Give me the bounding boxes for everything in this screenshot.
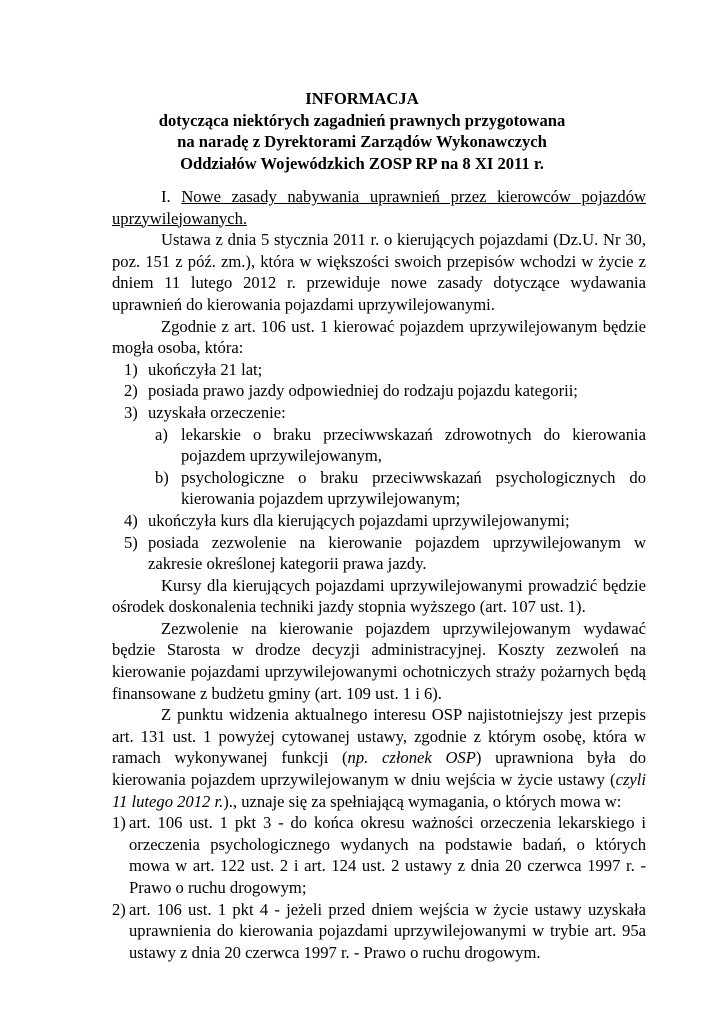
requirement-item <box>112 359 646 381</box>
section-heading-text: Nowe zasady nabywania uprawnień przez kierowców pojazdów uprzywilejowanych. <box>112 187 646 228</box>
paragraph-5-italic-2: czyli 11 lutego 2012 r. <box>112 770 646 811</box>
article-text: art. 106 ust. 1 pkt 3 - do końca okresu ważności orzeczenia lekarskiego i orzeczenia psychologicznego wydanych na podstawie badań, o których mowa w art. 122 ust. 2 i art. 124 ust. 2 ustawy z dnia 20 czerwca 1997 r. - Prawo o ruchu drogowym; <box>129 813 646 897</box>
paragraph-1: Ustawa z dnia 5 stycznia 2011 r. o kierujących pojazdami (Dz.U. Nr 30, poz. 151 z póź. zm.), która w większości swoich przepisów wchodzi w życie z dniem 11 lutego 2012 r. przewiduje nowe zasady dotyczące wydawania uprawnień do kierowania pojazdami uprzywilejowanymi. <box>112 230 646 314</box>
article-label: 1) <box>112 813 126 833</box>
requirement-label: 3) <box>124 402 138 422</box>
requirement-label: 2) <box>124 381 138 401</box>
certificate-item <box>112 424 646 467</box>
article-item <box>112 812 646 898</box>
paragraph-3: Kursy dla kierujących pojazdami uprzywilejowanymi prowadzić będzie ośrodek doskonalenia techniki jazdy stopnia wyższego (art. 107 ust. 1). <box>112 575 646 617</box>
certificate-text: lekarskie o braku przeciwwskazań zdrowotnych do kierowania pojazdem uprzywilejowanym, <box>181 424 646 466</box>
article-text: art. 106 ust. 1 pkt 4 - jeżeli przed dniem wejścia w życie ustawy uzyskała uprawnienia do kierowania pojazdami uprzywilejowanymi w trybie art. 95a ustawy z dnia 20 czerwca 1997 r. - Prawo o ruchu drogowym. <box>129 899 646 962</box>
title-line-2: dotycząca niektórych zagadnień prawnych przygotowana <box>158 110 566 130</box>
requirement-text: ukończyła 21 lat; <box>148 359 263 379</box>
paragraph-5-part-a: Z punktu widzenia aktualnego interesu OSP najistotniejszy jest przepis art. 131 ust. 1 powyżej cytowanej ustawy, zgodnie z którym osobę, która w ramach wykonywanej funkcji ( <box>112 705 646 768</box>
article-item <box>112 899 646 964</box>
requirement-text: ukończyła kurs dla kierujących pojazdami uprzywilejowanymi; <box>148 510 570 530</box>
requirement-label: 5) <box>124 532 138 552</box>
paragraph-4: Zezwolenie na kierowanie pojazdem uprzywilejowanym wydawać będzie Starosta w drodze decyzji administracyjnej. Koszty zezwoleń na kierowanie pojazdami uprzywilejowanymi ochotniczych straży pożarnych będą finansowane z budżetu gminy (art. 109 ust. 1 i 6). <box>112 618 646 703</box>
article-label: 2) <box>112 899 126 919</box>
requirement-text: uzyskała orzeczenie: <box>148 402 286 422</box>
requirement-text: posiada prawo jazdy odpowiedniej do rodzaju pojazdu kategorii; <box>148 381 578 401</box>
certificate-item <box>112 467 646 510</box>
certificate-text: psychologiczne o braku przeciwwskazań psychologicznych do kierowania pojazdem uprzywilejowanym; <box>181 467 646 509</box>
requirement-item <box>112 510 646 532</box>
paragraph-5-italic-1: np. członek OSP <box>347 748 476 768</box>
certificate-label: b) <box>155 467 169 487</box>
section-number: I. <box>161 187 171 206</box>
title-line-1: INFORMACJA <box>305 89 419 108</box>
certificate-label: a) <box>155 424 168 444</box>
paragraph-5 <box>112 704 646 812</box>
title-line-4: Oddziałów Wojewódzkich ZOSP RP na 8 XI 2011 r. <box>180 153 544 173</box>
title-line-3: na naradę z Dyrektorami Zarządów Wykonawczych <box>177 132 547 152</box>
paragraph-2: Zgodnie z art. 106 ust. 1 kierować pojazdem uprzywilejowanym będzie mogła osoba, która: <box>112 316 646 358</box>
paragraph-5-part-c: )., uznaje się za spełniającą wymagania, o których mowa w: <box>223 791 622 811</box>
requirement-label: 4) <box>124 510 138 530</box>
requirement-item <box>112 380 646 402</box>
requirement-label: 1) <box>124 359 138 379</box>
requirement-item <box>112 532 646 575</box>
requirement-item <box>112 402 646 424</box>
document-body <box>112 186 646 963</box>
requirement-text: posiada zezwolenie na kierowanie pojazdem uprzywilejowanym w zakresie określonej kategorii prawa jazdy. <box>148 532 646 574</box>
section-heading <box>112 186 646 229</box>
paragraph-5-part-b: ) uprawniona była do kierowania pojazdem uprzywilejowanym w dniu wejścia w życie ustawy ( <box>112 748 647 790</box>
document-title <box>100 88 624 174</box>
